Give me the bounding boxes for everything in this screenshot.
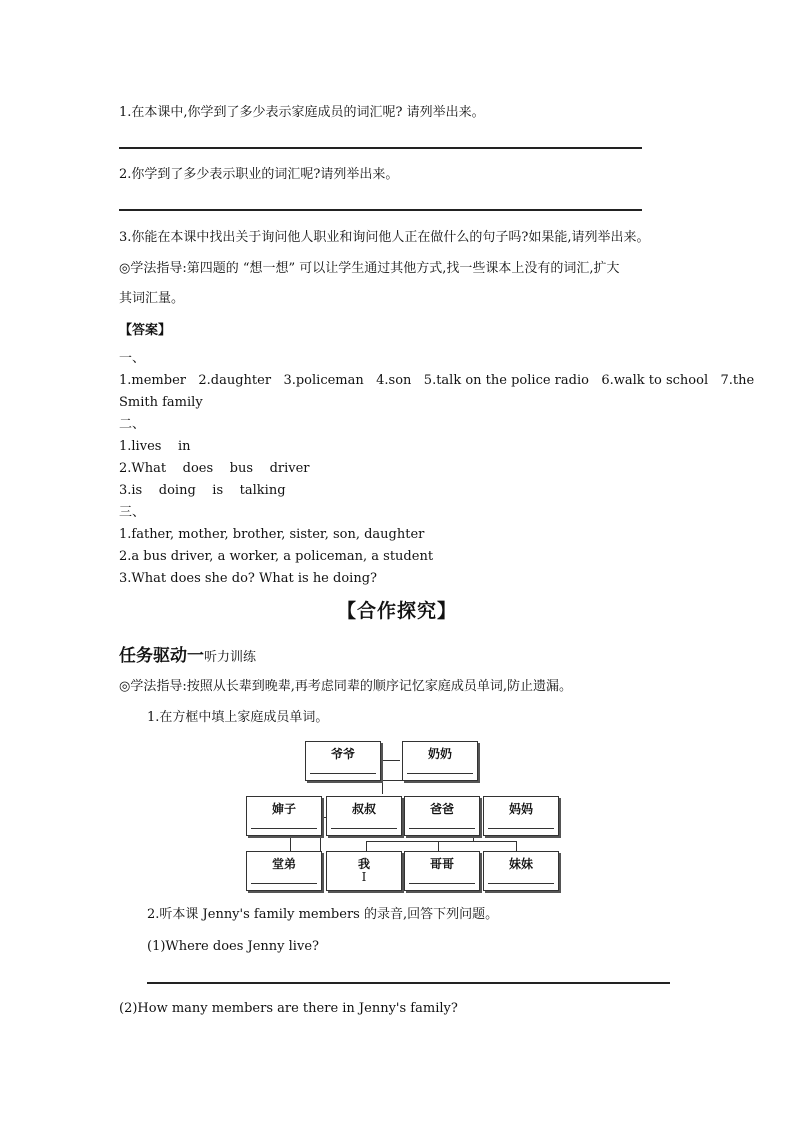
tree-connector bbox=[366, 841, 367, 851]
box-cousin bbox=[246, 851, 322, 891]
answer-heading: 【答案】 bbox=[119, 323, 172, 338]
study-guide-2: ◎学法指导:按照从长辈到晚辈,再考虑同辈的顺序记忆家庭成员单词,防止遗漏。 bbox=[119, 679, 572, 694]
answer-part3-item: 2.a bus driver, a worker, a policeman, a student bbox=[119, 549, 434, 564]
box-grandma bbox=[402, 741, 478, 781]
instruction-2: 2.听本课 Jenny's family members 的录音,回答下列问题。 bbox=[147, 907, 499, 922]
tree-connector bbox=[516, 841, 517, 851]
study-guide-1: ◎学法指导:第四题的 “想一想” 可以让学生通过其他方式,找一些课本上没有的词汇,扩大 bbox=[119, 261, 620, 276]
box-aunt bbox=[246, 796, 322, 836]
fill-blank[interactable] bbox=[409, 883, 475, 884]
box-me bbox=[326, 851, 402, 891]
answer-part3-label: 三、 bbox=[119, 505, 146, 520]
fill-blank[interactable] bbox=[251, 828, 317, 829]
box-brother bbox=[404, 851, 480, 891]
answer-part2-item: 2.What does bus driver bbox=[119, 461, 310, 476]
box-mother bbox=[483, 796, 559, 836]
box-label: 婶子 bbox=[271, 802, 296, 816]
study-guide-1-cont: 其词汇量。 bbox=[119, 291, 185, 306]
fill-blank[interactable] bbox=[407, 773, 473, 774]
box-label: 妹妹 bbox=[508, 857, 533, 871]
box-label: 奶奶 bbox=[427, 747, 452, 761]
answer-part2-item: 3.is doing is talking bbox=[119, 483, 286, 498]
answer-part2-label: 二、 bbox=[119, 417, 146, 432]
question-1: 1.在本课中,你学到了多少表示家庭成员的词汇呢? 请列举出来。 bbox=[119, 105, 485, 120]
section-title: 【合作探究】 bbox=[336, 600, 457, 622]
tree-connector bbox=[290, 835, 291, 851]
fill-blank[interactable] bbox=[409, 828, 475, 829]
tree-connector bbox=[382, 760, 383, 794]
box-label: 爸爸 bbox=[429, 802, 454, 816]
box-label: 叔叔 bbox=[351, 802, 376, 816]
box-father bbox=[404, 796, 480, 836]
answer-part3-item: 1.father, mother, brother, sister, son, daughter bbox=[119, 527, 425, 542]
tree-connector bbox=[366, 841, 516, 842]
question-3: 3.你能在本课中找出关于询问他人职业和询问他人正在做什么的句子吗?如果能,请列举出来。 bbox=[119, 230, 650, 245]
tree-connector bbox=[438, 841, 439, 851]
answer-part1-line1: 1.member 2.daughter 3.policeman 4.son 5.talk on the police radio 6.walk to school 7.the bbox=[119, 373, 755, 388]
answer-part1-label: 一、 bbox=[119, 351, 146, 366]
listening-question-2: (2)How many members are there in Jenny's family? bbox=[119, 1001, 458, 1016]
box-sister bbox=[483, 851, 559, 891]
fill-blank[interactable] bbox=[331, 828, 397, 829]
task-subtitle: 听力训练 bbox=[204, 650, 257, 665]
box-uncle bbox=[326, 796, 402, 836]
box-grandpa bbox=[305, 741, 381, 781]
question-2: 2.你学到了多少表示职业的词汇呢?请列举出来。 bbox=[119, 167, 399, 182]
answer-part1-line2: Smith family bbox=[119, 395, 203, 410]
fill-blank[interactable] bbox=[310, 773, 376, 774]
instruction-1: 1.在方框中填上家庭成员单词。 bbox=[147, 710, 329, 725]
fill-blank[interactable] bbox=[488, 883, 554, 884]
box-label: 爷爷 bbox=[330, 747, 355, 761]
box-label: 我 bbox=[357, 857, 370, 871]
box-label: 妈妈 bbox=[508, 802, 533, 816]
answer-line-3[interactable] bbox=[147, 982, 670, 984]
fill-blank[interactable] bbox=[251, 883, 317, 884]
box-label: 哥哥 bbox=[429, 857, 454, 871]
answer-part2-item: 1.lives in bbox=[119, 439, 191, 454]
fill-blank[interactable] bbox=[488, 828, 554, 829]
listening-question-1: (1)Where does Jenny live? bbox=[147, 939, 319, 954]
task-title: 任务驱动一 bbox=[119, 646, 204, 666]
box-label: 堂弟 bbox=[271, 857, 296, 871]
box-sublabel: I bbox=[361, 870, 367, 884]
answer-part3-item: 3.What does she do? What is he doing? bbox=[119, 571, 377, 586]
